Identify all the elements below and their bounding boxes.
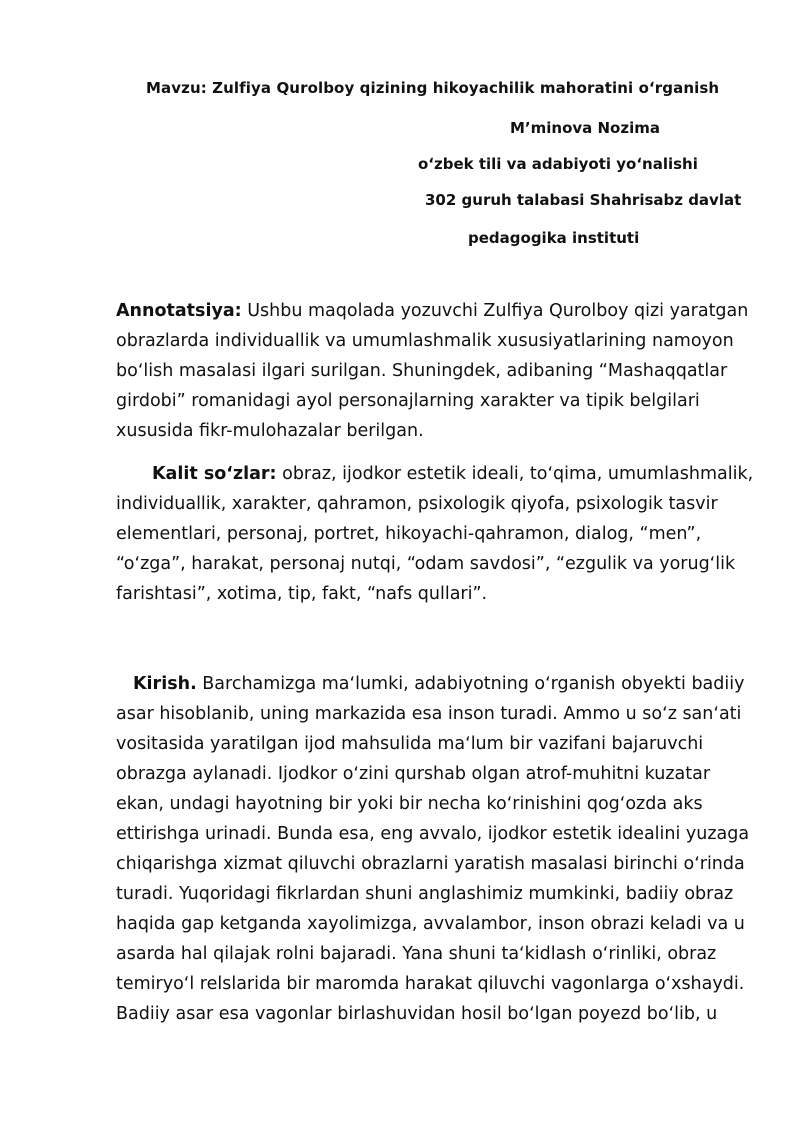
author-institute: pedagogika instituti bbox=[468, 229, 640, 247]
intro-line: obrazga aylanadi. Ijodkor oʻzini qurshab olgan atrof-muhitni kuzatar bbox=[116, 764, 711, 784]
intro-line: asar hisoblanib, uning markazida esa inson turadi. Ammo u soʻz sanʻati bbox=[116, 704, 742, 724]
intro-line: ettirishga urinadi. Bunda esa, eng avvalo, ijodkor estetik idealini yuzaga bbox=[116, 824, 750, 844]
keywords-line: elementlari, personaj, portret, hikoyachi-qahramon, dialog, “men”, bbox=[116, 524, 702, 544]
annotation-text: Ushbu maqolada yozuvchi Zulfiya Qurolboy qizi yaratgan bbox=[241, 301, 749, 321]
intro-line: asarda hal qilajak rolni bajaradi. Yana shuni taʻkidlash oʻrinliki, obraz bbox=[116, 944, 717, 964]
annotation-line: obrazlarda individuallik va umumlashmalik xususiyatlarining namoyon bbox=[116, 331, 734, 351]
intro-line: haqida gap ketganda xayolimizga, avvalambor, inson obrazi keladi va u bbox=[116, 914, 745, 934]
intro-label: Kirish. bbox=[133, 674, 197, 694]
annotation-label: Annotatsiya: bbox=[116, 301, 242, 321]
keywords-line: “oʻzga”, harakat, personaj nutqi, “odam savdosi”, “ezgulik va yorugʻlik bbox=[116, 554, 736, 574]
topic-title: Mavzu: Zulfiya Qurolboy qizining hikoyachilik mahoratini oʻrganish bbox=[146, 79, 720, 97]
keywords-label: Kalit soʻzlar: bbox=[152, 464, 277, 484]
intro-line: ekan, undagi hayotning bir yoki bir necha koʻrinishini qogʻozda aks bbox=[116, 794, 703, 814]
author-name: M’minova Nozima bbox=[510, 119, 660, 137]
intro-line: chiqarishga xizmat qiluvchi obrazlarni yaratish masalasi birinchi oʻrinda bbox=[116, 854, 745, 874]
keywords-line bbox=[152, 462, 753, 486]
annotation-line bbox=[116, 299, 748, 323]
keywords-line: individuallik, xarakter, qahramon, psixologik qiyofa, psixologik tasvir bbox=[116, 494, 718, 514]
intro-line: temiryoʻl relslarida bir maromda harakat qiluvchi vagonlarga oʻxshaydi. bbox=[116, 974, 745, 994]
intro-line bbox=[133, 672, 744, 696]
annotation-line: girdobi” romanidagi ayol personajlarning xarakter va tipik belgilari bbox=[116, 391, 700, 411]
intro-line: Badiiy asar esa vagonlar birlashuvidan hosil boʻlgan poyezd boʻlib, u bbox=[116, 1004, 718, 1024]
keywords-line: farishtasi”, xotima, tip, fakt, “nafs qullari”. bbox=[116, 584, 488, 604]
annotation-line: xususida fikr-mulohazalar berilgan. bbox=[116, 421, 424, 441]
keywords-text: obraz, ijodkor estetik ideali, toʻqima, umumlashmalik, bbox=[276, 464, 754, 484]
intro-line: turadi. Yuqoridagi fikrlardan shuni anglashimiz mumkinki, badiiy obraz bbox=[116, 884, 734, 904]
author-department: oʻzbek tili va adabiyoti yoʻnalishi bbox=[418, 155, 698, 173]
annotation-line: boʻlish masalasi ilgari surilgan. Shuningdek, adibaning “Mashaqqatlar bbox=[116, 361, 728, 381]
intro-text: Barchamizga maʻlumki, adabiyotning oʻrganish obyekti badiiy bbox=[196, 674, 745, 694]
intro-line: vositasida yaratilgan ijod mahsulida maʻlum bir vazifani bajaruvchi bbox=[116, 734, 704, 754]
author-group: 302 guruh talabasi Shahrisabz davlat bbox=[425, 191, 742, 209]
